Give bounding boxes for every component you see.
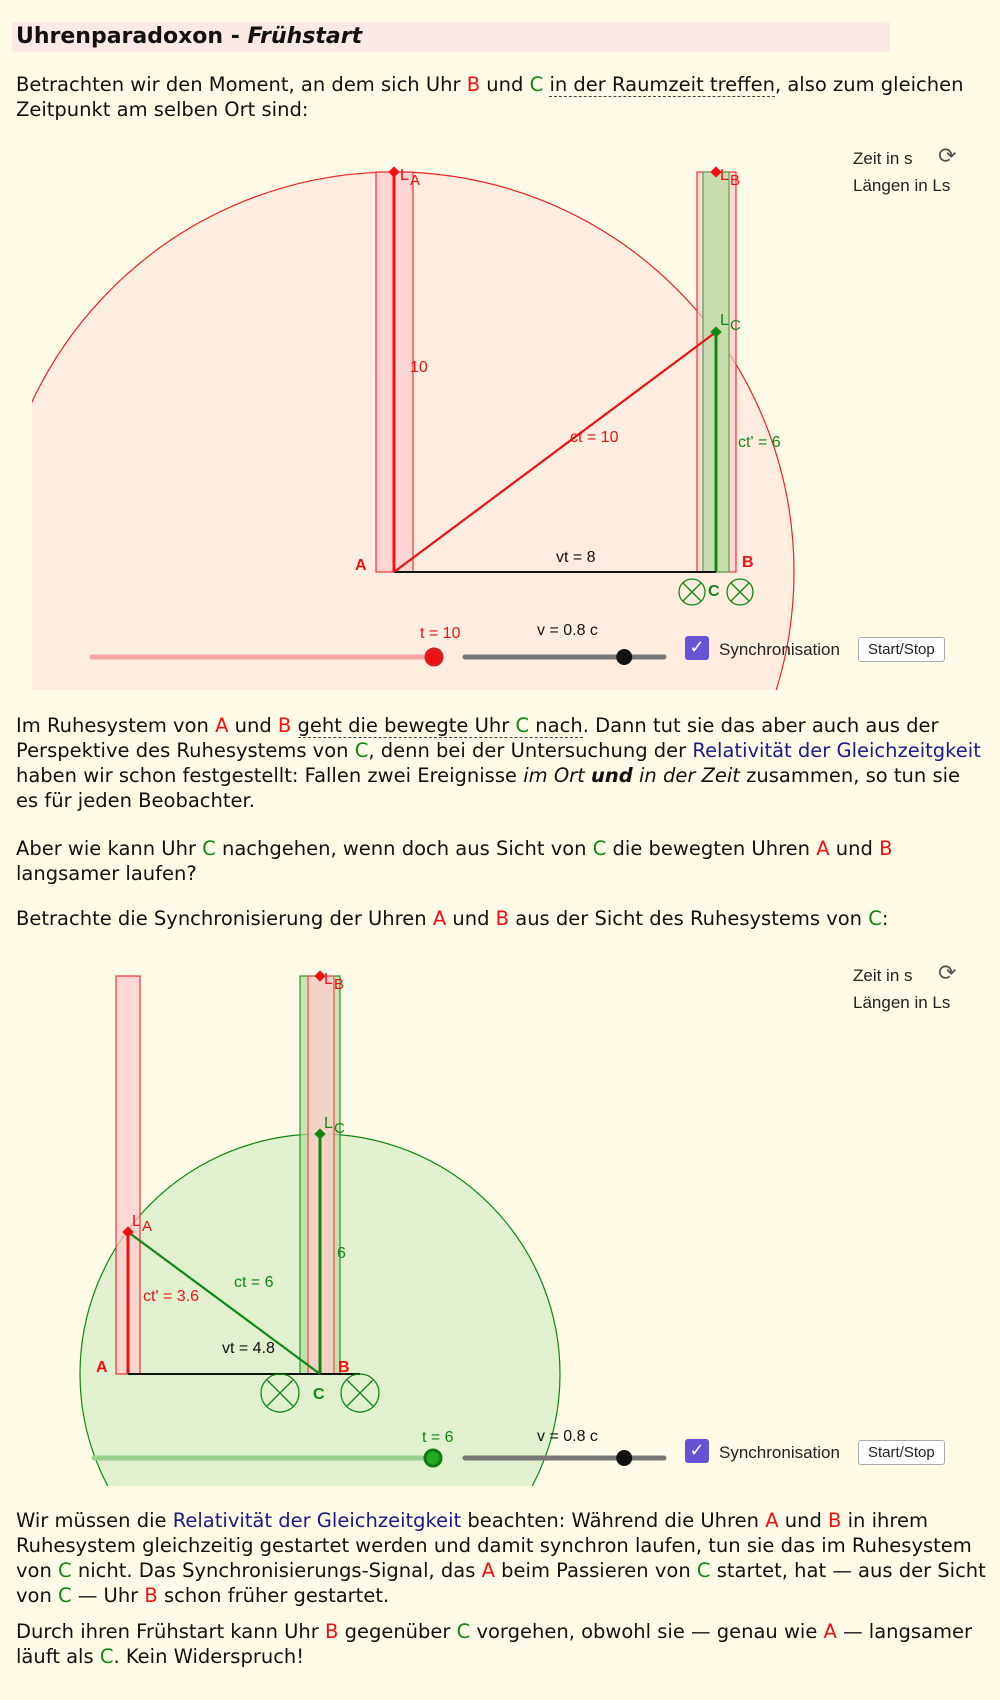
reset-icon[interactable]: ⟳ bbox=[938, 144, 957, 169]
label-a-top: A bbox=[410, 172, 421, 189]
applet-rest-frame-ab[interactable] bbox=[0, 130, 1000, 690]
synchronisation-checkbox[interactable]: ✓ bbox=[685, 636, 709, 660]
ctprime-label: ct' = 6 bbox=[738, 434, 781, 451]
page-title: Uhrenparadoxon - Frühstart bbox=[12, 22, 890, 52]
label-b-top: B bbox=[730, 172, 741, 189]
vt-label: vt = 4.8 bbox=[222, 1340, 275, 1357]
label-c-bottom: C bbox=[708, 583, 720, 600]
velocity-slider-label: v = 0.8 c bbox=[537, 622, 598, 639]
synchronisation-checkbox[interactable]: ✓ bbox=[685, 1439, 709, 1463]
reset-icon[interactable]: ⟳ bbox=[938, 961, 957, 986]
spacetime-diagram-1 bbox=[0, 130, 1000, 690]
label-c-top: C bbox=[334, 1120, 345, 1137]
paragraph-3: Aber wie kann Uhr C nachgehen, wenn doch aus Sicht von C die bewegten Uhren A und B langsamer laufen? bbox=[16, 837, 893, 885]
relativity-of-simultaneity-link[interactable]: Relativität der Gleichzeitgkeit bbox=[172, 1509, 462, 1532]
vt-label: vt = 8 bbox=[556, 549, 596, 566]
velocity-slider-label: v = 0.8 c bbox=[537, 1428, 598, 1445]
svg-text:L: L bbox=[720, 167, 729, 184]
svg-text:L: L bbox=[132, 1213, 141, 1230]
paragraph-6: Durch ihren Frühstart kann Uhr B gegenüber C vorgehen, obwohl sie — genau wie A — langsamer läuft als C. Kein Widerspruch! bbox=[16, 1620, 973, 1668]
svg-text:L: L bbox=[720, 312, 729, 329]
ct-label: ct = 6 bbox=[234, 1274, 274, 1291]
start-stop-button[interactable]: Start/Stop bbox=[858, 637, 945, 662]
label-c-top: C bbox=[730, 317, 741, 334]
svg-text:L: L bbox=[324, 971, 333, 988]
paragraph-4: Betrachte die Synchronisierung der Uhren A und B aus der Sicht des Ruhesystems von C: bbox=[16, 907, 889, 930]
units-info: Zeit in s Längen in Ls bbox=[853, 149, 951, 195]
spacetime-meeting-link[interactable]: in der Raumzeit treffen bbox=[549, 73, 775, 96]
paragraph-5: Wir müssen die Relativität der Gleichzeitgkeit beachten: Während die Uhren A und B in ihrem Ruhesystem gleichzeitig gestartet werden und damit synchron laufen, tun sie das im Ruhesystem von C nicht. Das Synchronisierungs-Signal, das A beim Passieren von C startet, hat — aus der Sicht von C — Uhr B schon früher gestartet. bbox=[16, 1509, 986, 1607]
length-label: 6 bbox=[337, 1245, 346, 1262]
applet-rest-frame-c[interactable] bbox=[0, 948, 1000, 1486]
units-info: Zeit in s Längen in Ls bbox=[853, 966, 951, 1012]
spacetime-diagram-2 bbox=[0, 948, 1000, 1486]
label-b-bottom: B bbox=[742, 554, 754, 571]
svg-text:L: L bbox=[324, 1115, 333, 1132]
svg-text:L: L bbox=[400, 167, 409, 184]
length-label: 10 bbox=[410, 359, 428, 376]
label-a-bottom: A bbox=[355, 557, 367, 574]
synchronisation-label: Synchronisation bbox=[719, 1443, 840, 1462]
label-b-top: B bbox=[334, 976, 345, 993]
ct-label: ct = 10 bbox=[570, 429, 619, 446]
start-stop-button[interactable]: Start/Stop bbox=[858, 1440, 945, 1465]
synchronisation-label: Synchronisation bbox=[719, 640, 840, 659]
time-slider-label: t = 6 bbox=[422, 1429, 454, 1446]
label-b-bottom: B bbox=[338, 1359, 350, 1376]
relativity-of-simultaneity-link[interactable]: Relativität der Gleichzeitgkeit bbox=[692, 739, 981, 762]
paragraph-2: Im Ruhesystem von A und B geht die bewegte Uhr C nach. Dann tut sie das aber auch aus der Perspektive des Ruhesystems von C, denn bei der Untersuchung der Relativität der Gleichzeitgkeit haben wir schon festgestellt: Fallen zwei Ereignisse im Ort und in der Zeit zusammen, so tun sie es für jeden Beobachter. bbox=[16, 714, 981, 812]
label-c-bottom: C bbox=[313, 1386, 325, 1403]
label-a-top: A bbox=[142, 1218, 153, 1235]
label-a-bottom: A bbox=[96, 1359, 108, 1376]
time-slider-label: t = 10 bbox=[420, 625, 461, 642]
intro-paragraph: Betrachten wir den Moment, an dem sich Uhr B und C in der Raumzeit treffen, also zum gleichen Zeitpunkt am selben Ort sind: bbox=[16, 73, 964, 121]
ctprime-label: ct' = 3.6 bbox=[143, 1288, 199, 1305]
clock-lags-link[interactable]: geht die bewegte Uhr C nach bbox=[297, 714, 583, 737]
